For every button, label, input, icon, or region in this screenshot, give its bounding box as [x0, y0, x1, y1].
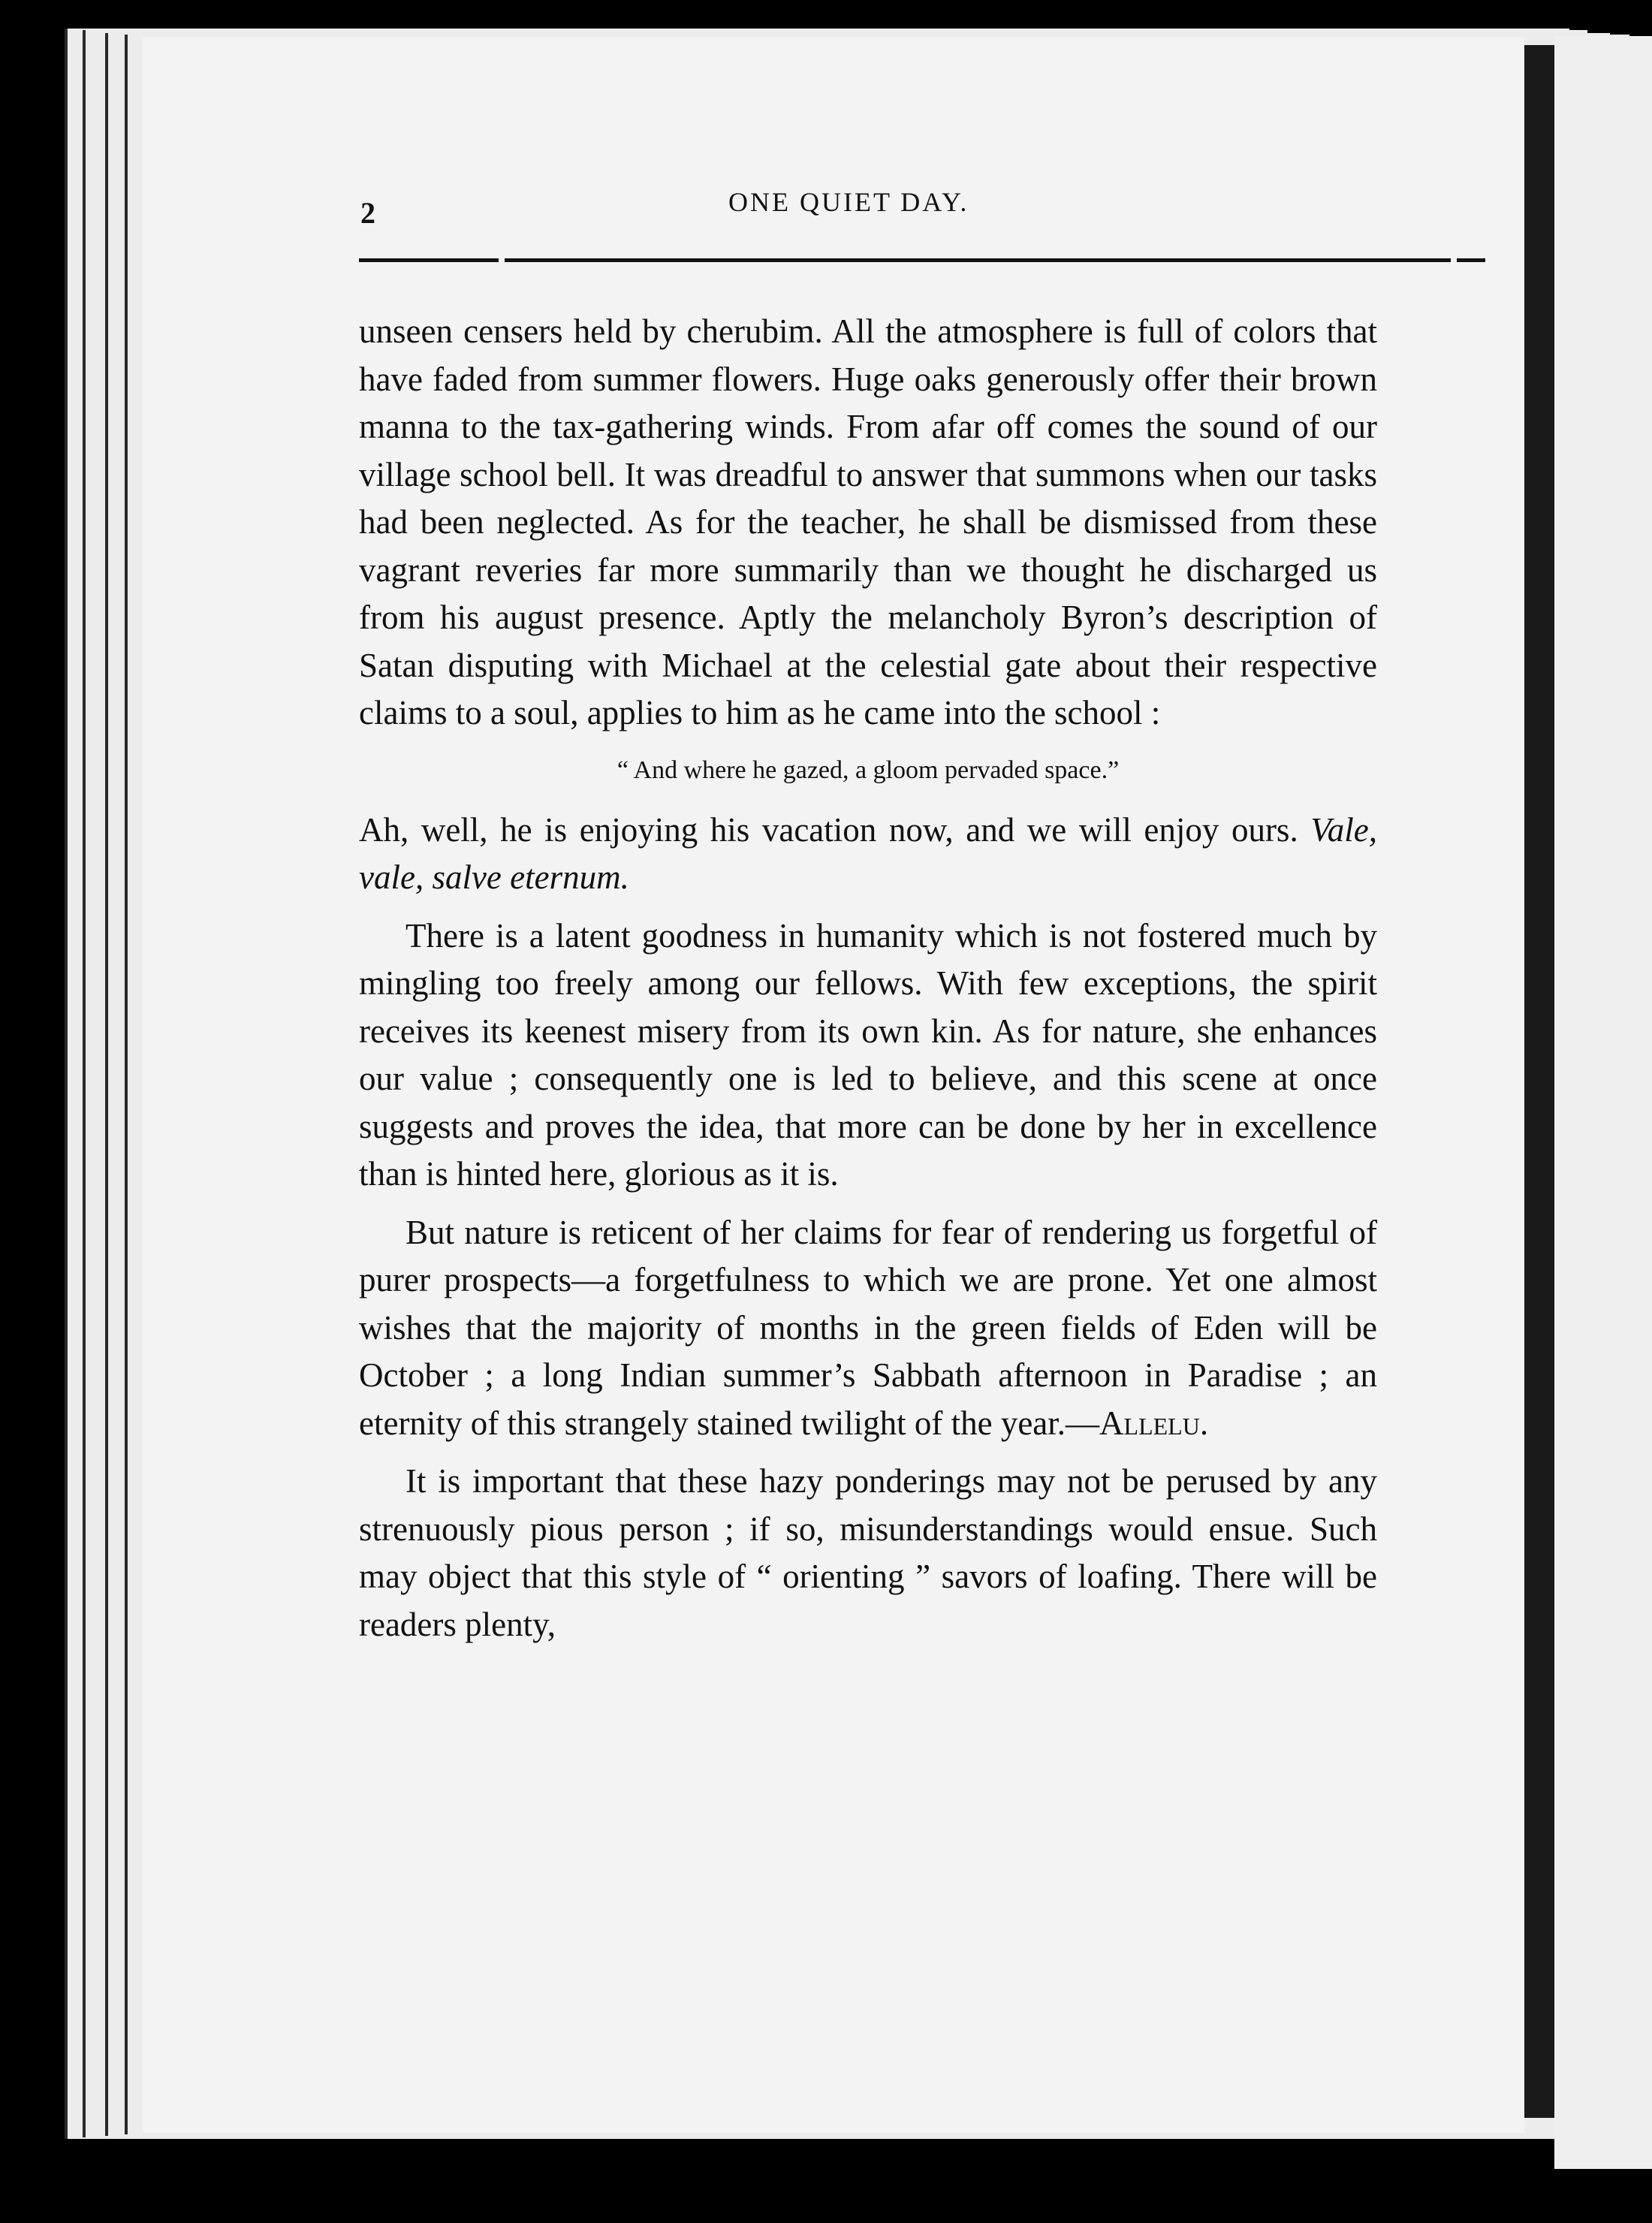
- paragraph: It is important that these hazy ponderings may not be perused by any strenuously pious person ; if so, misunderstandings would ensue. Such may object that this style of “ orienting ” savors of loafing. There will be readers plenty,: [359, 1462, 1377, 1643]
- page-number: 2: [360, 196, 375, 230]
- paragraph: [359, 807, 1377, 902]
- verse-quote: “ And where he gazed, a gloom pervaded space.”: [616, 756, 1120, 784]
- author-signature: Allelu.: [1099, 1404, 1209, 1442]
- paragraph: [359, 1209, 1377, 1448]
- running-title: ONE QUIET DAY.: [728, 187, 969, 217]
- paragraph: There is a latent goodness in humanity which is not fostered much by mingling too freely among our fellows. With few exceptions, the spirit receives its keenest misery from its own kin. As for nature, she enhances our value ; consequently one is led to believe, and this scene at once suggests and proves the idea, that more can be done by her in excellence than is hinted here, glorious as it is.: [359, 916, 1377, 1193]
- header-rule: [359, 258, 1485, 262]
- latin-phrase: Vale, vale, salve eternum.: [359, 810, 1378, 896]
- paragraph-text: But nature is reticent of her claims for fear of rendering us forgetful of purer prospects—a forgetfulness to which we are prone. Yet one almost wishes that the majority of months in the green fields of Eden will be October ; a long Indian summer’s Sabbath afternoon in Paradise ; an eternity of this strangely stained twilight of the year.—: [359, 1213, 1377, 1442]
- body-text: [359, 308, 1377, 1648]
- book-page: [143, 38, 1524, 2133]
- running-head: [143, 186, 1524, 239]
- facing-page: [1554, 36, 1652, 2169]
- paragraph: unseen censers held by cherubim. All the atmosphere is full of colors that have faded from summer flowers. Huge oaks generously offer their brown manna to the tax-gathering winds. From afar off comes the sound of our village school bell. It was dreadful to answer that summons when our tasks had been neglected. As for the teacher, he shall be dismissed from these vagrant reveries far more summarily than we thought he discharged us from his august presence. Aptly the melancholy Byron’s description of Satan disputing with Michael at the celestial gate about their respective claims to a soul, applies to him as he came into the school :: [359, 312, 1377, 731]
- paragraph-text: Ah, well, he is enjoying his vacation now, and we will enjoy ours.: [359, 810, 1298, 849]
